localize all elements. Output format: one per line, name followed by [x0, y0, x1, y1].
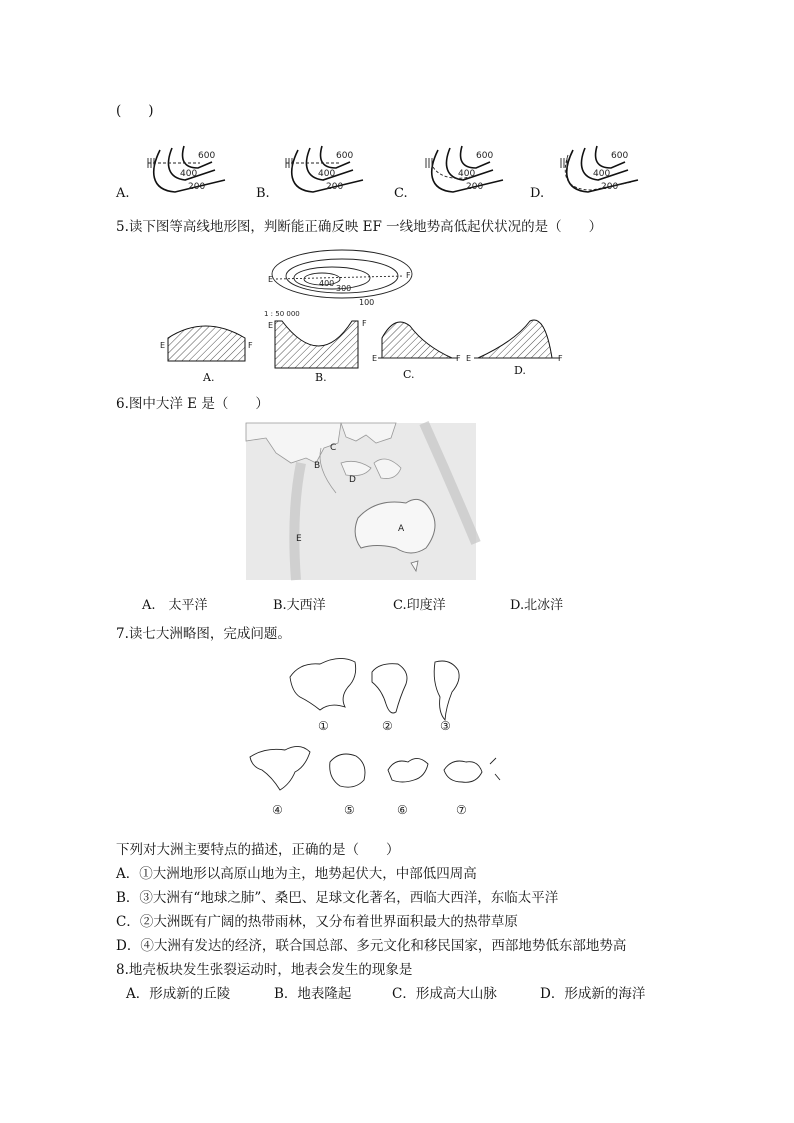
svg-text:400: 400	[318, 169, 336, 179]
q7-option-b[interactable]: B．③大洲有“地球之肺”、桑巴、足球文化著名，西临大西洋，东临太平洋	[116, 890, 559, 906]
svg-text:300: 300	[336, 284, 352, 293]
svg-text:F: F	[456, 354, 461, 363]
svg-text:⑦: ⑦	[456, 803, 467, 817]
svg-text:600: 600	[476, 151, 494, 161]
svg-text:E: E	[372, 354, 378, 363]
svg-text:C: C	[330, 443, 337, 453]
q5-profile-d	[466, 320, 563, 363]
continent-2-africa	[372, 664, 407, 733]
q5-profile-c	[372, 322, 461, 363]
svg-text:400: 400	[458, 169, 476, 179]
svg-text:E: E	[466, 354, 472, 363]
continent-1-asia	[290, 658, 356, 733]
q4-diagram-d	[561, 146, 638, 192]
svg-text:①: ①	[318, 719, 329, 733]
q5-option-b[interactable]: B.	[315, 371, 327, 384]
continent-4-north-america	[250, 746, 310, 817]
svg-text:600: 600	[336, 151, 354, 161]
svg-text:600: 600	[198, 151, 216, 161]
q6-ocean-map	[246, 423, 476, 580]
svg-text:200: 200	[601, 182, 619, 192]
q6-question: 6.图中大洋 E 是（ ）	[116, 396, 269, 412]
svg-text:1 : 50 000: 1 : 50 000	[264, 310, 300, 318]
q7-continents-figure	[0, 652, 794, 822]
q8-option-d[interactable]: D．形成新的海洋	[540, 986, 646, 1002]
q4-option-b[interactable]: B.	[256, 186, 270, 201]
svg-text:③: ③	[440, 719, 451, 733]
q7-prompt: 下列对大洲主要特点的描述，正确的是（ ）	[116, 842, 400, 858]
q4-option-c[interactable]: C.	[394, 186, 408, 201]
q5-option-a[interactable]: A.	[203, 371, 215, 384]
q7-option-c[interactable]: C．②大洲既有广阔的热带雨林，又分布着世界面积最大的热带草原	[116, 914, 518, 930]
svg-text:200: 200	[466, 182, 484, 192]
svg-text:④: ④	[272, 803, 283, 817]
svg-text:E: E	[268, 321, 274, 330]
q8-option-b[interactable]: B．地表隆起	[274, 986, 352, 1002]
svg-text:F: F	[248, 341, 253, 350]
svg-text:E: E	[160, 341, 166, 350]
q4-answer-paren: ( )	[116, 103, 154, 119]
svg-text:B: B	[314, 461, 321, 471]
continent-6-europe	[388, 758, 428, 817]
q6-option-a[interactable]: A. 太平洋	[142, 598, 208, 613]
q7-option-a[interactable]: A．①大洲地形以高原山地为主，地势起伏大，中部低四周高	[116, 866, 477, 882]
q4-option-d[interactable]: D.	[530, 186, 545, 201]
q8-option-a[interactable]: A．形成新的丘陵	[126, 986, 231, 1002]
continent-7-oceania	[444, 758, 500, 817]
q5-profile-b	[268, 319, 367, 368]
svg-text:②: ②	[382, 719, 393, 733]
svg-text:F: F	[362, 319, 367, 328]
svg-text:200: 200	[188, 182, 206, 192]
svg-text:400: 400	[319, 279, 335, 288]
q4-diagram-a	[148, 146, 225, 192]
svg-text:E: E	[296, 534, 302, 544]
q5-profile-a	[160, 326, 253, 361]
q4-diagram-b	[286, 146, 363, 192]
svg-text:⑤: ⑤	[344, 803, 355, 817]
q6-option-d[interactable]: D.北冰洋	[510, 598, 564, 613]
continent-5-antarctica	[330, 754, 365, 817]
q4-option-a[interactable]: A.	[116, 186, 130, 201]
svg-text:A: A	[398, 524, 405, 534]
q6-option-b[interactable]: B.大西洋	[273, 598, 326, 613]
q5-option-d[interactable]: D.	[514, 364, 526, 377]
svg-text:400: 400	[593, 169, 611, 179]
q5-profiles	[0, 316, 794, 386]
q8-question: 8.地壳板块发生张裂运动时，地表会发生的现象是	[116, 962, 413, 978]
svg-text:400: 400	[180, 169, 198, 179]
svg-text:600: 600	[611, 151, 629, 161]
svg-text:F: F	[558, 354, 563, 363]
svg-text:⑥: ⑥	[397, 803, 408, 817]
q8-option-c[interactable]: C．形成高大山脉	[392, 986, 497, 1002]
q4-diagram-c	[426, 146, 503, 192]
svg-text:F: F	[406, 271, 411, 280]
q7-question: 7.读七大洲略图，完成问题。	[116, 626, 291, 642]
svg-text:E: E	[268, 275, 274, 284]
q6-option-c[interactable]: C.印度洋	[393, 598, 446, 613]
svg-text:200: 200	[326, 182, 344, 192]
continent-3-south-america	[434, 661, 459, 733]
svg-text:D: D	[349, 475, 356, 485]
svg-text:100: 100	[359, 298, 375, 307]
q5-contour-map	[262, 244, 422, 319]
q5-question: 5.读下图等高线地形图，判断能正确反映 EF 一线地势高低起伏状况的是（ ）	[116, 219, 603, 235]
q7-option-d[interactable]: D．④大洲有发达的经济，联合国总部、多元文化和移民国家，西部地势低东部地势高	[116, 938, 627, 954]
q5-option-c[interactable]: C.	[403, 368, 415, 381]
